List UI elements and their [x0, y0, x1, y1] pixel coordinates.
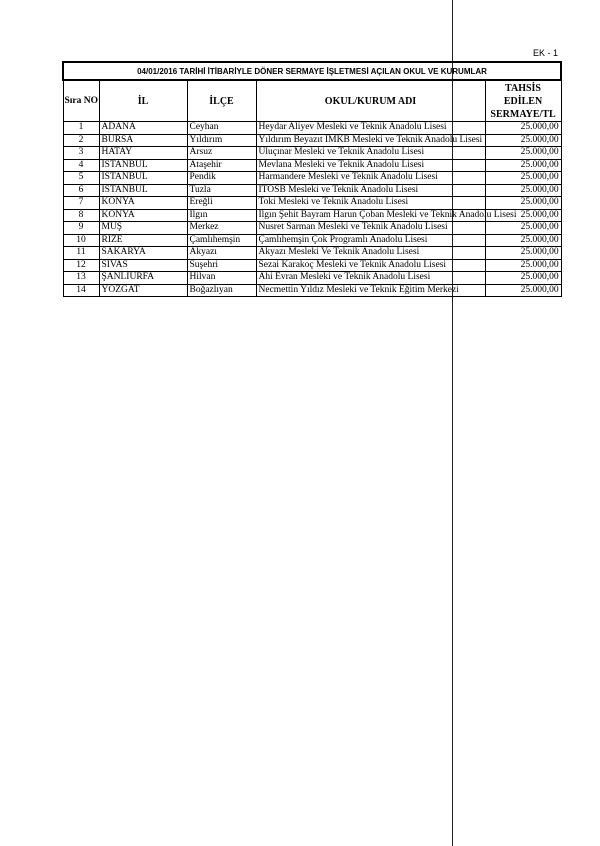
- header-okul-kurum-adi: OKUL/KURUM ADI: [256, 80, 485, 122]
- row-sira-no: 5: [63, 172, 99, 185]
- row-okul-adi: Toki Mesleki ve Teknik Anadolu Lisesi: [256, 197, 485, 210]
- row-sermaye: 25.000,00: [485, 147, 561, 160]
- row-ilce: Ceyhan: [187, 122, 256, 135]
- row-il: HATAY: [99, 147, 187, 160]
- row-ilce: Ereğli: [187, 197, 256, 210]
- row-ilce: Ataşehir: [187, 159, 256, 172]
- row-ilce: Akyazı: [187, 247, 256, 260]
- row-ilce: Pendik: [187, 172, 256, 185]
- row-sira-no: 14: [63, 284, 99, 297]
- table-row: [63, 272, 561, 285]
- table-row: [63, 147, 561, 160]
- row-sermaye: 25.000,00: [485, 284, 561, 297]
- row-okul-adi: Mevlana Mesleki ve Teknik Anadolu Lisesi: [256, 159, 485, 172]
- table-row: [63, 234, 561, 247]
- table-row: [63, 159, 561, 172]
- attachment-label: EK - 1: [532, 48, 558, 58]
- row-sermaye: 25.000,00: [485, 222, 561, 235]
- row-il: İSTANBUL: [99, 184, 187, 197]
- table-row: [63, 209, 561, 222]
- header-il: İL: [99, 80, 187, 122]
- row-sermaye: 25.000,00: [485, 134, 561, 147]
- row-okul-adi: Yıldırım Beyazıt İMKB Mesleki ve Teknik Anadolu Lisesi: [256, 134, 485, 147]
- row-okul-adi: Ilgın Şehit Bayram Harun Çoban Mesleki ve Teknik Anadolu Lisesi: [256, 209, 485, 222]
- row-okul-adi: Heydar Aliyev Mesleki ve Teknik Anadolu Lisesi: [256, 122, 485, 135]
- row-ilce: Merkez: [187, 222, 256, 235]
- table-row: [63, 197, 561, 210]
- row-il: İSTANBUL: [99, 159, 187, 172]
- row-sermaye: 25.000,00: [485, 209, 561, 222]
- row-il: YOZGAT: [99, 284, 187, 297]
- header-row: [63, 80, 561, 122]
- row-sira-no: 7: [63, 197, 99, 210]
- row-ilce: Suşehri: [187, 259, 256, 272]
- row-okul-adi: Akyazı Mesleki Ve Teknik Anadolu Lisesi: [256, 247, 485, 260]
- table-row: [63, 134, 561, 147]
- row-ilce: Boğazlıyan: [187, 284, 256, 297]
- row-sermaye: 25.000,00: [485, 259, 561, 272]
- row-sermaye: 25.000,00: [485, 122, 561, 135]
- row-sira-no: 9: [63, 222, 99, 235]
- row-il: SAKARYA: [99, 247, 187, 260]
- row-il: İSTANBUL: [99, 172, 187, 185]
- row-il: ADANA: [99, 122, 187, 135]
- row-sira-no: 10: [63, 234, 99, 247]
- row-okul-adi: Harmandere Mesleki ve Teknik Anadolu Lisesi: [256, 172, 485, 185]
- header-sira-no: Sıra NO: [63, 80, 99, 122]
- header-tahsis-edilen-sermaye: [485, 80, 561, 122]
- row-il: ŞANLIURFA: [99, 272, 187, 285]
- row-okul-adi: İTOSB Mesleki ve Teknik Anadolu Lisesi: [256, 184, 485, 197]
- row-ilce: Tuzla: [187, 184, 256, 197]
- row-sermaye: 25.000,00: [485, 172, 561, 185]
- row-il: KONYA: [99, 197, 187, 210]
- row-sira-no: 1: [63, 122, 99, 135]
- row-okul-adi: Çamlıhemşin Çok Programlı Anadolu Lisesi: [256, 234, 485, 247]
- row-okul-adi: Ahi Evran Mesleki ve Teknik Anadolu Lisesi: [256, 272, 485, 285]
- row-sermaye: 25.000,00: [485, 247, 561, 260]
- table-row: [63, 172, 561, 185]
- row-il: KONYA: [99, 209, 187, 222]
- row-okul-adi: Necmettin Yıldız Mesleki ve Teknik Eğitim Merkezi: [256, 284, 485, 297]
- row-ilce: Hilvan: [187, 272, 256, 285]
- row-il: BURSA: [99, 134, 187, 147]
- schools-table: [62, 61, 562, 297]
- row-sermaye: 25.000,00: [485, 184, 561, 197]
- row-sermaye: 25.000,00: [485, 234, 561, 247]
- row-okul-adi: Nusret Sarman Mesleki ve Teknik Anadolu Lisesi: [256, 222, 485, 235]
- row-sermaye: 25.000,00: [485, 159, 561, 172]
- table-row: [63, 284, 561, 297]
- row-il: MUŞ: [99, 222, 187, 235]
- table-row: [63, 222, 561, 235]
- row-sermaye: 25.000,00: [485, 197, 561, 210]
- table-row: [63, 259, 561, 272]
- row-sira-no: 4: [63, 159, 99, 172]
- row-ilce: Yıldırım: [187, 134, 256, 147]
- row-sira-no: 8: [63, 209, 99, 222]
- row-ilce: Arsuz: [187, 147, 256, 160]
- row-ilce: Çamlıhemşin: [187, 234, 256, 247]
- header-sermaye-line1: TAHSİS: [505, 82, 541, 94]
- row-il: SİVAS: [99, 259, 187, 272]
- header-sermaye-line3: SERMAYE/TL: [490, 108, 556, 120]
- header-sermaye-line2: EDİLEN: [503, 95, 543, 107]
- table-row: [63, 247, 561, 260]
- row-sira-no: 12: [63, 259, 99, 272]
- table-body: [63, 122, 561, 297]
- header-ilce: İLÇE: [187, 80, 256, 122]
- table-title: 04/01/2016 TARİHİ İTİBARİYLE DÖNER SERMAYE İŞLETMESİ AÇILAN OKUL VE KURUMLAR: [63, 62, 561, 80]
- row-ilce: Ilgın: [187, 209, 256, 222]
- row-sira-no: 6: [63, 184, 99, 197]
- table-row: [63, 122, 561, 135]
- row-sira-no: 3: [63, 147, 99, 160]
- row-okul-adi: Uluçınar Mesleki ve Teknik Anadolu Lisesi: [256, 147, 485, 160]
- row-il: RİZE: [99, 234, 187, 247]
- row-sermaye: 25.000,00: [485, 272, 561, 285]
- row-okul-adi: Sezai Karakoç Mesleki ve Teknik Anadolu Lisesi: [256, 259, 485, 272]
- row-sira-no: 2: [63, 134, 99, 147]
- row-sira-no: 13: [63, 272, 99, 285]
- row-sira-no: 11: [63, 247, 99, 260]
- table-row: [63, 184, 561, 197]
